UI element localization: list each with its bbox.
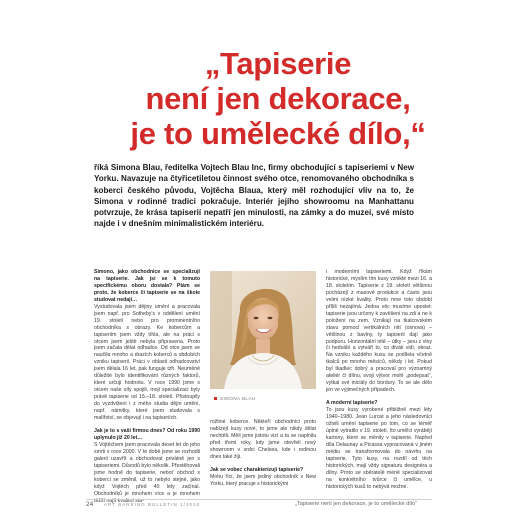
interview-question: A moderní tapiserie? bbox=[326, 400, 378, 407]
photo-caption bbox=[214, 396, 314, 401]
interview-answer: i moderními tapiseriemi. Když říkám historické, myslím tím kusy vzniklé mezi 16. a 18. stoletím. Tapiserie z 19. století většinou pocházejí z masové produkce a často jsou velmi nízké kvality. Proto mne toto období příliš nezajímá. Jedna věc musíme uposlet: tapiserie jsou určeny k zavěšení na zdi a ne k položení na zem. Vznikají na tkalcovském stavu pomocí vertikálních nití (osnova) – většinou z bavlny, ty tapiserii dají jako podporu. Horizontální nitě – útky – jsou z vlny či hedvábí a vytváří to, co divák vidí, obraz. Na vzniku každého kusu se podílela včetně tkalců po mnoho měsíců, někdy i let. Pokud byl tkadlec dobrý a pracoval pro významný ateliér či dílnu, svoji výtvor mohl „podepsat“, vytkal své iniciály do bordury. To se ale dělo jen ve výjimečných případech. bbox=[326, 269, 432, 394]
interview-answer: Vystudovala jsem dějiny umění a pracovala jsem např. pro Sotheby's v oddělení umění 19. století nebo pro prominentního obchodníka s obrazy. Ke kobercům a tapiseriím jsem vždy tíhla, ale na práci s otcem jsem ještě nebyla připravena. Proto jsem začala dělat odhadce. Od otce jsem se naučila mnoho a drazích koberců a obdobích vzniku tapiserií. Práci v oblasti odhadcovství jsem dělala 16 let, pak funguje tzh. Neuměně důležité bylo identifikování různých faktorů, které určují hodnotu. V roce 1990 jsme s otcem naše síly spojili, moji specializaci byly právě tapiserie od 15.–18. století. Přistoupily do vyzdvižení i z mého studia dějin umění, např. námitky, které jsem studovala s malířství, se objevují i na tapiseriích. bbox=[94, 303, 200, 422]
caption-text: SIMONA BLAU bbox=[220, 396, 256, 401]
interview-question: Simono, jako obchodnice se specializují na tapiserie. Jak jsi se k tomuto specifickému oboru dostala? Ptám se proto, že koberce či tapiserie se na škole studovat nedají… bbox=[94, 269, 200, 303]
interview-question: Jak se vobec charakterizují tapiserie? bbox=[210, 466, 304, 473]
article-lead: říká Simona Blau, ředitelka Vojtech Blau Inc, firmy obchodující s tapiseriemi v New Yorku. Navazuje na čtyřicetiletou činnost svého otce, renomovaného obchodníka s koberci českého původu, Vojtěcha Blaua, který měl rozhodující vliv na to, že Simona v rodinné tradici pokračuje. Interiér jejího showroomu na Manhattanu potvrzuje, že krása tapiserií nepatří jen minulosti, na zámky a do muzeí, své místo najde i v dnešním minimalistickém interiéru. bbox=[94, 163, 414, 229]
interview-answer: rožitné koberce. Někteří obchodníci proto nabízejí kusy nové, to jsme ale nikdy dělat nechtěli. Měli jsme jistotu vizí a ta se naplnila před třemi roky, kdy jsme otevřeli nový showroom v srdci Chelsea, kde i rodinou dnes také žiji. bbox=[210, 419, 316, 460]
caption-square-icon bbox=[214, 397, 217, 400]
text-column-left bbox=[94, 269, 200, 504]
interview-answer: Mohu říci, že jsem jediný obchodník v New Yorku, který pracuje s historickými bbox=[210, 473, 316, 487]
footer-divider bbox=[86, 499, 432, 500]
running-title: „Tapiserie není jen dekorace, je to umělecké dílo“ bbox=[295, 501, 417, 507]
text-column-middle bbox=[210, 419, 316, 501]
headline-line-2: není jen dekorace, bbox=[145, 81, 411, 116]
headline-line-1: „Tapiserie bbox=[204, 46, 352, 81]
interview-answer: To jsou kusy vyrobené přibližně mezi léty 1940–1980. Jean Lurcat a jeho následovníci oživili umění tapiserie po tom, co se téměř úplně vytratilo v 19. století. Ito umělci vyrábějí kartony, které se měnily v tapiserie. Napřed díla Delaunay a Picassa vypracovaná v jiném médiu se transformovala do návrhu na tapiserie. Tyto kusy, na rozdíl od těch historických, mají vždy signaturu designéra a dílny. Proto se sběratelé méně specializovat na konkrétního tvůrce či umělce, u historických kusů to nebývá možné. bbox=[326, 407, 432, 490]
text-column-right bbox=[326, 269, 432, 499]
magazine-name: ART BANKING BULLETIN 1/2010 bbox=[104, 502, 201, 507]
portrait-photo bbox=[210, 271, 316, 389]
headline-line-3: je to umělecké dílo,“ bbox=[130, 116, 426, 151]
page-number: 24 bbox=[86, 501, 94, 508]
interview-question: Jak je to s vaší firmou dnes? Od roku 1990 uplynulo již 20 let… bbox=[94, 427, 200, 441]
interview-answer: S Vojtěchem jsem pracovala deset let do jeho smrti v roce 2000. V té době jsme se rozhodli galerii uzavřít a obchodovat privátně jen s tapiseriemi. Důvodů bylo několik. Přestěhovali jsme hodně do tapiserie, neboť obchod s koberci se změnil, už to nebylo stejné, jako když Vojtěch před 40 lety začínal. Obchodníků je mnohem více a je mnohem těžší najít kvalitní sta- bbox=[94, 441, 200, 504]
article-headline bbox=[108, 46, 448, 151]
